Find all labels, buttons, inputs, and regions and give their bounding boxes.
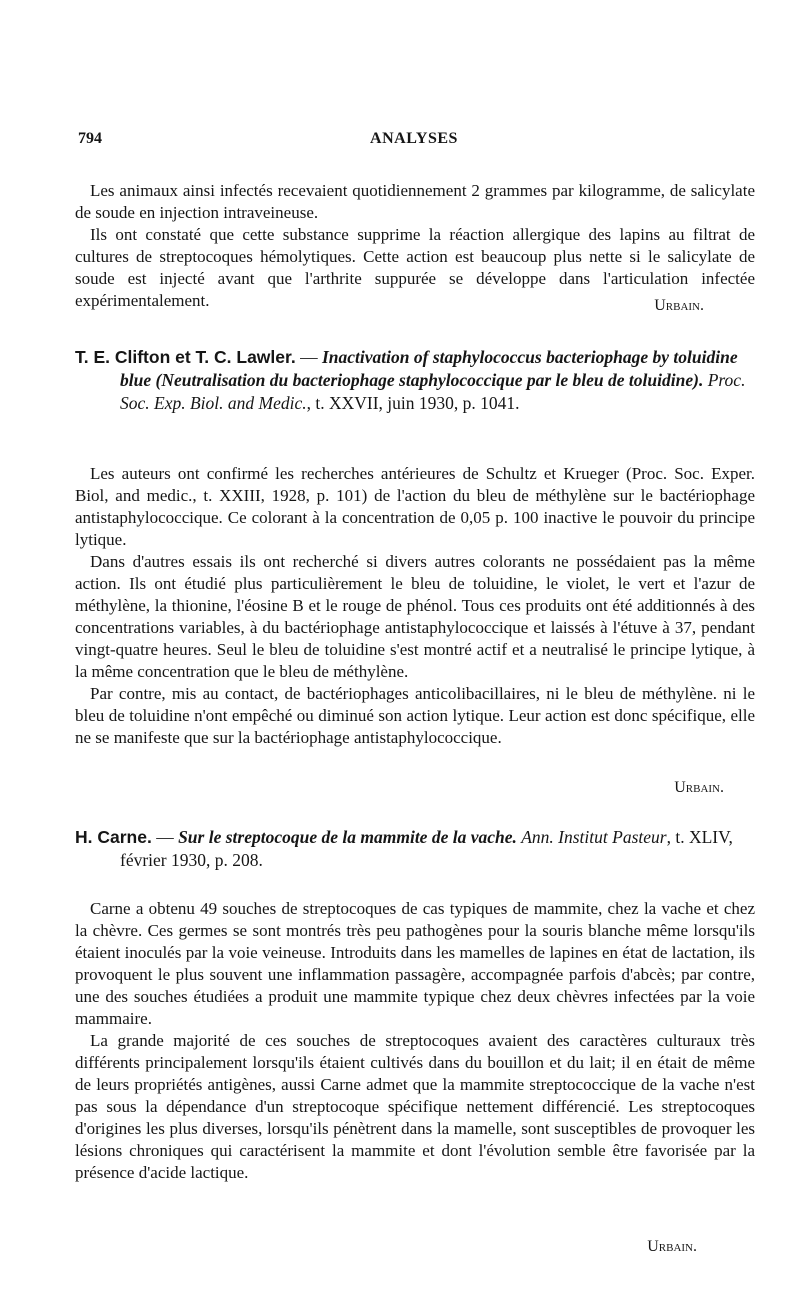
abstract-continued <box>75 180 755 312</box>
reference-title: Inactivation of staphylococcus bacteriophage by toluidine blue (Neutralisation du bacteriophage staphylococcique par le bleu de toluidine). <box>120 347 738 390</box>
paragraph: Ils ont constaté que cette substance supprime la réaction allergique des lapins au filtrat de cultures de streptocoques hémolytiques. Cette action est beaucoup plus nette si le salicylate de soude est injecté avant que l'arthrite suppurée se développe dans l'articulation infectée expérimentalement. <box>75 225 755 310</box>
reference-details: , t. XLIV, février 1930, p. 208. <box>120 827 733 870</box>
paragraph: Par contre, mis au contact, de bactériophages anticolibacillaires, ni le bleu de méthylène. ni le bleu de toluidine n'ont empêché ou diminué son action lytique. Leur action est donc spécifique, elle ne se manifeste que sur la bactériophage antistaphylococcique. <box>75 684 755 747</box>
paragraph: Carne a obtenu 49 souches de streptocoques de cas typiques de mammite, chez la vache et chez la chèvre. Ces germes se sont montrés très peu pathogènes pour la souris blanche même lorsqu'ils étaient inoculés par la voie veineuse. Introduits dans les mamelles de lapines en état de lactation, ils provoquent le plus souvent une inflammation passagère, accompagnée parfois d'abcès; par contre, une des souches étudiées a produit une mammite typique chez deux chèvres infectées par la voie mammaire. <box>75 899 755 1028</box>
abstract-body <box>75 463 755 749</box>
reference-dash: — <box>151 827 179 847</box>
reference-details: , t. XXVII, juin 1930, p. 1041. <box>306 393 520 413</box>
reference-journal: Ann. Institut Pasteur <box>521 827 667 847</box>
reference-journal: Proc. Soc. Exp. Biol. and Medic. <box>120 370 746 413</box>
reference-title: Sur le streptocoque de la mammite de la vache. <box>178 827 517 847</box>
paragraph: Les animaux ainsi infectés recevaient quotidiennement 2 grammes par kilogramme, de salicylate de soude en injection intraveineuse. <box>75 181 755 222</box>
reference-authors: H. Carne. <box>75 827 152 847</box>
reference-header <box>75 346 755 415</box>
abstract-clifton-lawler <box>75 346 755 415</box>
reference-header <box>75 826 755 872</box>
page-header <box>78 130 750 156</box>
abstract-carne <box>75 826 755 872</box>
paragraph: Les auteurs ont confirmé les recherches antérieures de Schultz et Krueger (Proc. Soc. Exper. Biol, and medic., t. XXIII, 1928, p. 101) de l'action du bleu de méthylène sur le bactériophage antistaphylococcique. Ce colorant à la concentration de 0,05 p. 100 inactive le pouvoir du principe lytique. <box>75 464 755 549</box>
paragraph: Dans d'autres essais ils ont recherché si divers autres colorants ne possédaient pas la même action. Ils ont étudié plus particulièrement le bleu de toluidine, le violet, le vert et l'azur de méthylène, la thionine, l'éosine B et le rouge de phénol. Tous ces produits ont été additionnés à des concentrations variables, à du bactériophage antistaphylococcique et laissés à l'étuve à 37, pendant vingt-quatre heures. Seul le bleu de toluidine s'est montré actif et a neutralisé le principe lytique, à la même concentration que le bleu de méthylène. <box>75 552 755 681</box>
signature: Urbain. <box>647 1238 697 1255</box>
signature: Urbain. <box>654 297 704 314</box>
reference-authors: T. E. Clifton et T. C. Lawler. <box>75 347 296 367</box>
page-number: 794 <box>78 130 102 147</box>
paragraph: La grande majorité de ces souches de streptocoques avaient des caractères culturaux très différents principalement lorsqu'ils étaient cultivés dans du bouillon et du lait; il en était de même de leurs propriétés antigènes, aussi Carne admet que la mammite streptococcique de la vache n'est pas sous la dépendance d'un streptocoque spécifique nettement différencié. Les streptocoques d'origines les plus diverses, lorsqu'ils pénètrent dans la mamelle, sont susceptibles de provoquer les lésions chroniques qui caractérisent la mammite et dont l'évolution semble être favorisée par la présence d'acide lactique. <box>75 1031 755 1182</box>
abstract-body <box>75 898 755 1184</box>
signature: Urbain. <box>674 779 724 796</box>
reference-dash: — <box>295 347 322 367</box>
running-title: ANALYSES <box>370 130 458 147</box>
